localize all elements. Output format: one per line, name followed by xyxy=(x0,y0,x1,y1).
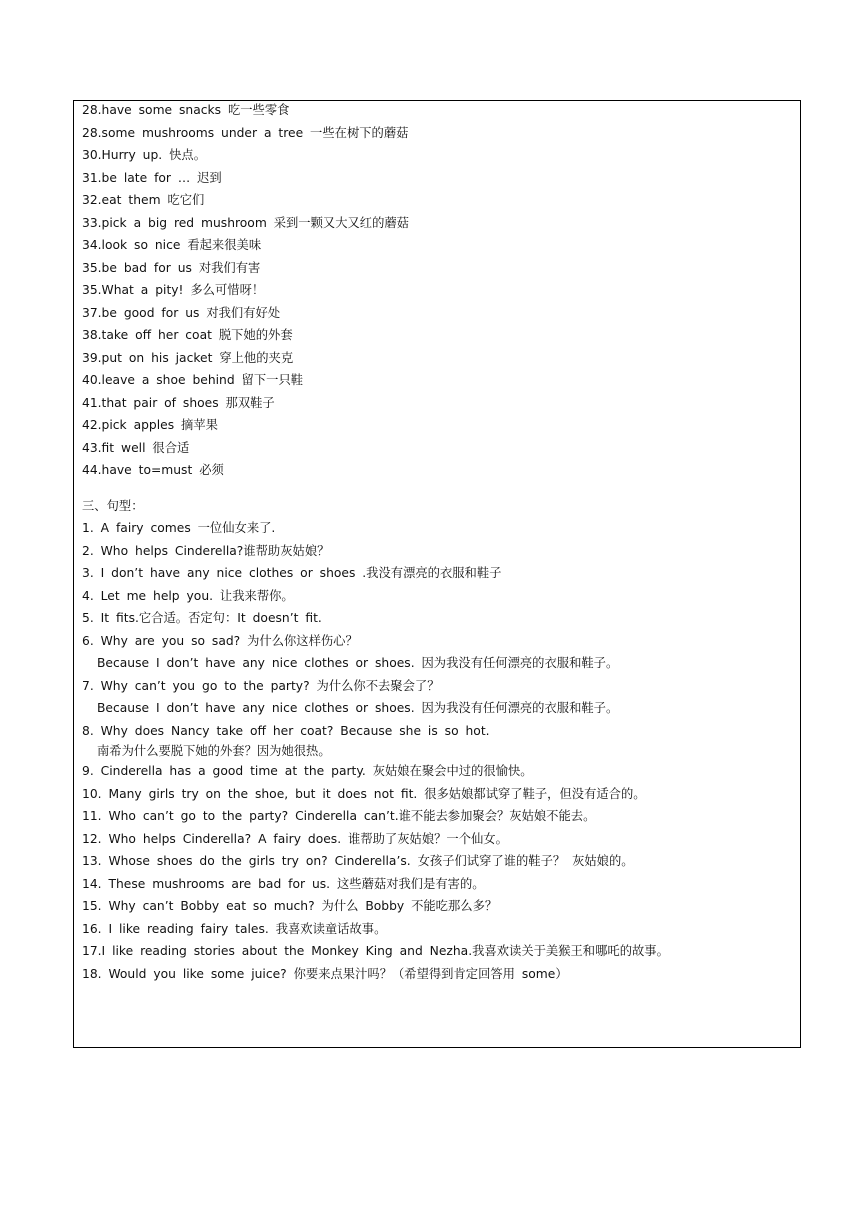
sentence-line: 5. It fits.它合适。否定句：It doesn’t fit. xyxy=(82,611,322,625)
phrase-line: 40.leave a shoe behind 留下一只鞋 xyxy=(82,373,304,387)
sentence-line: 12. Who helps Cinderella? A fairy does. 谁帮助了灰姑娘？一个仙女。 xyxy=(82,831,508,846)
sentence-line: 3. I don’t have any nice clothes or shoes .我没有漂亮的衣服和鞋子 xyxy=(82,566,502,580)
sentence-line: 11. Who can’t go to the party? Cinderella can’t.谁不能去参加聚会？灰姑娘不能去。 xyxy=(82,809,596,823)
sentence-line: 13. Whose shoes do the girls try on? Cinderella’s. 女孩子们试穿了谁的鞋子？ 灰姑娘的。 xyxy=(82,854,634,868)
phrase-line: 34.look so nice 看起来很美味 xyxy=(82,238,262,252)
sentence-line: 17.I like reading stories about the Monkey King and Nezha.我喜欢读关于美猴王和哪吒的故事。 xyxy=(82,944,669,958)
phrase-line: 35.be bad for us 对我们有害 xyxy=(82,260,261,275)
sentence-line: 18. Would you like some juice? 你要来点果汁吗？（希望得到肯定回答用 some） xyxy=(82,966,568,981)
sentence-line: 8. Why does Nancy take off her coat? Because she is so hot. xyxy=(82,723,490,738)
phrase-line: 28.have some snacks 吃一些零食 xyxy=(82,103,290,117)
sentence-line: 1. A fairy comes 一位仙女来了. xyxy=(82,521,276,535)
phrase-line: 32.eat them 吃它们 xyxy=(82,193,205,207)
phrase-line: 31.be late for … 迟到 xyxy=(82,170,222,185)
sentence-line: 6. Why are you so sad? 为什么你这样伤心？ xyxy=(82,633,358,648)
spacer xyxy=(82,482,794,493)
sentence-line: 4. Let me help you. 让我来帮你。 xyxy=(82,588,294,603)
sentence-line: 10. Many girls try on the shoe, but it does not fit. 很多姑娘都试穿了鞋子，但没有适合的。 xyxy=(82,786,646,801)
phrase-line: 30.Hurry up. 快点。 xyxy=(82,148,206,162)
phrase-line: 33.pick a big red mushroom 采到一颗又大又红的蘑菇 xyxy=(82,215,409,230)
sentence-line: 14. These mushrooms are bad for us. 这些蘑菇对我们是有害的。 xyxy=(82,876,485,891)
phrase-line: 28.some mushrooms under a tree 一些在树下的蘑菇 xyxy=(82,125,409,140)
sentence-answer-line: Because I don’t have any nice clothes or shoes. 因为我没有任何漂亮的衣服和鞋子。 xyxy=(97,656,619,670)
phrase-line: 42.pick apples 摘苹果 xyxy=(82,418,218,432)
phrase-line: 38.take off her coat 脱下她的外套 xyxy=(82,328,293,342)
phrase-line: 43.fit well 很合适 xyxy=(82,440,190,455)
phrase-line: 35.What a pity! 多么可惜呀！ xyxy=(82,283,265,297)
sentence-answer-line: Because I don’t have any nice clothes or shoes. 因为我没有任何漂亮的衣服和鞋子。 xyxy=(97,701,619,715)
sentence-line: 2. Who helps Cinderella?谁帮助灰姑娘？ xyxy=(82,543,330,558)
section-title: 三、句型： xyxy=(82,498,144,513)
sentence-line: 16. I like reading fairy tales. 我喜欢读童话故事。 xyxy=(82,921,387,936)
sentence-line: 7. Why can’t you go to the party? 为什么你不去聚会了？ xyxy=(82,678,440,693)
phrase-line: 37.be good for us 对我们有好处 xyxy=(82,305,281,320)
sentence-line: 9. Cinderella has a good time at the party. 灰姑娘在聚会中过的很愉快。 xyxy=(82,764,533,778)
sentence-line: 15. Why can’t Bobby eat so much? 为什么 Bobby 不能吃那么多？ xyxy=(82,899,498,913)
phrase-line: 39.put on his jacket 穿上他的夹克 xyxy=(82,350,294,365)
phrase-line: 44.have to=must 必须 xyxy=(82,463,224,477)
document-body xyxy=(82,99,794,985)
phrase-line: 41.that pair of shoes 那双鞋子 xyxy=(82,395,275,410)
sentence-translation-line: 南希为什么要脱下她的外套？因为她很热。 xyxy=(97,744,331,758)
